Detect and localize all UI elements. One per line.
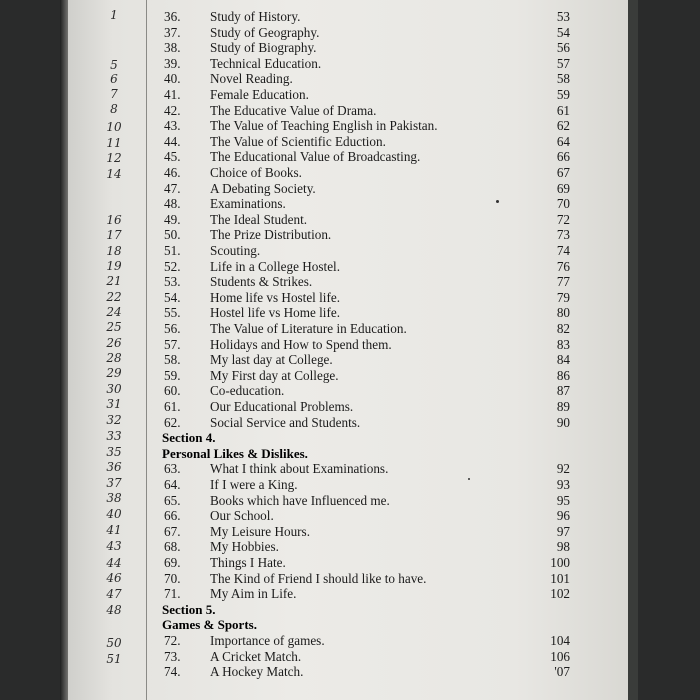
toc-entry <box>0 415 700 431</box>
entry-page: 73 <box>556 227 570 243</box>
margin-number: 17 <box>106 228 122 242</box>
entry-title: Home life vs Hostel life. <box>210 289 341 305</box>
entry-title: My last day at College. <box>210 352 333 368</box>
entry-number: 43. <box>164 118 181 134</box>
entry-number: 53. <box>164 274 181 290</box>
entry-title: Novel Reading. <box>210 71 293 87</box>
entry-title: The Prize Distribution. <box>210 227 332 243</box>
entry-page: 59 <box>556 87 570 102</box>
toc-entry <box>0 399 700 415</box>
ink-speck <box>496 200 499 203</box>
entry-title: If I were a King. <box>210 477 298 492</box>
entry-page: 90 <box>556 414 570 430</box>
toc-entry <box>0 352 700 368</box>
margin-number: 11 <box>106 136 122 150</box>
toc-entry <box>0 290 700 306</box>
entry-number: 38. <box>164 40 181 56</box>
entry-page: 97 <box>556 523 570 539</box>
toc-entry <box>0 196 700 212</box>
entry-page: 61 <box>556 102 570 118</box>
toc-entry <box>0 40 700 56</box>
toc-entry <box>0 212 700 228</box>
margin-number: 25 <box>106 320 122 334</box>
entry-page: 84 <box>556 352 570 368</box>
entry-title: Co-education. <box>210 383 285 399</box>
entry-number: 70. <box>164 570 181 586</box>
toc-entry <box>0 87 700 103</box>
entry-title: Importance of games. <box>210 633 325 648</box>
entry-page: 100 <box>550 555 570 570</box>
toc-entry <box>0 649 700 665</box>
entry-number: 57. <box>164 336 181 352</box>
section-heading: Section 5. <box>162 601 216 617</box>
toc-entry <box>0 461 700 477</box>
entry-title: The Educative Value of Drama. <box>210 102 377 118</box>
entry-title: A Hockey Match. <box>210 664 304 680</box>
toc-entry <box>0 571 700 587</box>
margin-number: 28 <box>106 351 122 365</box>
toc-entry <box>0 274 700 290</box>
entry-number: 69. <box>164 555 181 570</box>
margin-number: 26 <box>106 336 122 350</box>
entry-number: 47. <box>164 180 181 196</box>
margin-number: 22 <box>106 290 122 304</box>
entry-title: Choice of Books. <box>210 165 302 180</box>
margin-number: 31 <box>106 397 122 411</box>
entry-number: 55. <box>164 305 181 321</box>
toc-entry <box>0 71 700 87</box>
entry-title: A Cricket Match. <box>210 648 302 664</box>
entry-number: 56. <box>164 321 181 336</box>
entry-title: The Educational Value of Broadcasting. <box>210 149 421 165</box>
margin-number: 24 <box>106 305 122 319</box>
entry-page: 102 <box>550 586 570 602</box>
entry-number: 58. <box>164 352 181 368</box>
margin-number: 50 <box>106 636 122 650</box>
toc-entry <box>0 664 700 680</box>
entry-title: Study of Biography. <box>210 40 317 56</box>
entry-number: 50. <box>164 227 181 243</box>
margin-number: 40 <box>106 507 122 521</box>
entry-number: 68. <box>164 539 181 555</box>
entry-page: 57 <box>556 55 570 71</box>
margin-number: 29 <box>106 366 122 380</box>
toc-entry <box>0 181 700 197</box>
entry-number: 66. <box>164 508 181 524</box>
entry-page: 106 <box>550 648 570 664</box>
margin-number: 36 <box>106 460 122 474</box>
entry-title: The Kind of Friend I should like to have. <box>210 570 427 586</box>
entry-page: 96 <box>556 508 570 524</box>
toc-entry <box>0 56 700 72</box>
entry-page: 64 <box>556 133 570 149</box>
entry-title: Books which have Influenced me. <box>210 492 390 508</box>
toc-entry <box>0 337 700 353</box>
entry-title: The Value of Teaching English in Pakistan. <box>210 118 438 134</box>
entry-page: 70 <box>556 196 570 212</box>
toc-entry <box>0 633 700 649</box>
margin-number: 16 <box>106 213 122 227</box>
entry-number: 61. <box>164 399 181 414</box>
entry-title: My Hobbies. <box>210 539 279 555</box>
margin-number: 14 <box>106 167 122 181</box>
margin-number: 51 <box>106 652 122 666</box>
entry-page: 66 <box>556 149 570 165</box>
entry-page: 67 <box>556 165 570 180</box>
entry-number: 37. <box>164 24 181 40</box>
entry-page: '07 <box>554 664 570 680</box>
toc-entry <box>0 524 700 540</box>
margin-number: 47 <box>106 587 122 601</box>
entry-number: 62. <box>164 414 181 430</box>
entry-number: 74. <box>164 664 181 680</box>
entry-page: 87 <box>556 383 570 399</box>
entry-page: 72 <box>556 211 570 227</box>
section-subtitle: Personal Likes & Dislikes. <box>162 445 308 461</box>
margin-number: 38 <box>106 491 122 505</box>
entry-number: 51. <box>164 243 181 258</box>
entry-title: The Value of Scientific Eduction. <box>210 133 386 149</box>
entry-title: The Ideal Student. <box>210 211 308 227</box>
entry-number: 52. <box>164 258 181 274</box>
margin-number: 21 <box>106 274 122 288</box>
margin-number: 30 <box>106 382 122 396</box>
margin-number: 35 <box>106 445 122 459</box>
toc-entry <box>0 227 700 243</box>
entry-page: 101 <box>550 570 570 586</box>
toc-entry <box>0 493 700 509</box>
entry-page: 58 <box>556 71 570 87</box>
entry-number: 40. <box>164 71 181 87</box>
entry-page: 83 <box>556 336 570 352</box>
entry-page: 62 <box>556 118 570 134</box>
entry-title: What I think about Examinations. <box>210 461 389 477</box>
entry-title: Examinations. <box>210 196 286 212</box>
margin-number: 10 <box>106 120 122 134</box>
toc-entry <box>0 321 700 337</box>
entry-number: 48. <box>164 196 181 212</box>
entry-page: 95 <box>556 492 570 508</box>
entry-title: A Debating Society. <box>210 180 316 196</box>
margin-number: 41 <box>106 523 122 537</box>
entry-page: 54 <box>556 24 570 40</box>
toc-entry <box>0 368 700 384</box>
entry-page: 92 <box>556 461 570 477</box>
toc-entry <box>0 539 700 555</box>
entry-page: 104 <box>550 633 570 648</box>
entry-number: 73. <box>164 648 181 664</box>
entry-title: Hostel life vs Home life. <box>210 305 341 321</box>
entry-title: Study of Geography. <box>210 24 320 40</box>
entry-title: Our School. <box>210 508 274 524</box>
margin-number: 44 <box>106 556 122 570</box>
entry-number: 41. <box>164 87 181 102</box>
entry-page: 89 <box>556 399 570 414</box>
toc-entry <box>0 259 700 275</box>
entry-number: 36. <box>164 9 181 24</box>
margin-number: 7 <box>110 87 118 101</box>
entry-page: 77 <box>556 274 570 290</box>
margin-number: 12 <box>106 151 122 165</box>
entry-page: 93 <box>556 477 570 492</box>
entry-number: 45. <box>164 149 181 165</box>
entry-page: 86 <box>556 367 570 383</box>
toc-entry <box>0 305 700 321</box>
entry-title: Our Educational Problems. <box>210 399 354 414</box>
toc-entry <box>0 149 700 165</box>
entry-number: 65. <box>164 492 181 508</box>
toc-entry <box>0 165 700 181</box>
entry-page: 80 <box>556 305 570 321</box>
margin-number: 32 <box>106 413 122 427</box>
entry-page: 76 <box>556 258 570 274</box>
entry-number: 54. <box>164 289 181 305</box>
entry-title: My Leisure Hours. <box>210 523 310 539</box>
entry-title: Life in a College Hostel. <box>210 258 341 274</box>
entry-number: 42. <box>164 102 181 118</box>
toc-entry <box>0 383 700 399</box>
entry-title: My First day at College. <box>210 367 339 383</box>
entry-title: Technical Education. <box>210 55 322 71</box>
toc-entry <box>0 103 700 119</box>
margin-number: 18 <box>106 244 122 258</box>
entry-number: 60. <box>164 383 181 399</box>
toc-entry <box>0 477 700 493</box>
entry-number: 67. <box>164 523 181 539</box>
toc-entry <box>0 9 700 25</box>
toc-entry <box>0 508 700 524</box>
entry-title: Holidays and How to Spend them. <box>210 336 392 352</box>
section-heading: Section 4. <box>162 430 216 446</box>
entry-page: 98 <box>556 539 570 555</box>
entry-page: 53 <box>556 9 570 24</box>
entry-page: 74 <box>556 243 570 258</box>
entry-title: Female Education. <box>210 87 309 102</box>
entry-title: The Value of Literature in Education. <box>210 321 407 336</box>
entry-page: 82 <box>556 321 570 336</box>
entry-title: Study of History. <box>210 9 301 24</box>
entry-page: 56 <box>556 40 570 56</box>
entry-number: 46. <box>164 165 181 180</box>
entry-number: 59. <box>164 367 181 383</box>
toc-entry <box>0 134 700 150</box>
entry-page: 79 <box>556 289 570 305</box>
entry-title: Social Service and Students. <box>210 414 361 430</box>
toc-entry <box>0 586 700 602</box>
entry-number: 49. <box>164 211 181 227</box>
margin-number: 1 <box>110 8 118 22</box>
toc-entry <box>0 25 700 41</box>
margin-number: 43 <box>106 539 122 553</box>
margin-number: 19 <box>106 259 122 273</box>
entry-number: 39. <box>164 55 181 71</box>
toc-entry <box>0 118 700 134</box>
toc-entry <box>0 555 700 571</box>
margin-number: 46 <box>106 571 122 585</box>
entry-title: Scouting. <box>210 243 261 258</box>
margin-number: 8 <box>110 102 118 116</box>
entry-number: 63. <box>164 461 181 477</box>
margin-number: 33 <box>106 429 122 443</box>
margin-number: 37 <box>106 476 122 490</box>
margin-number: 5 <box>110 58 118 72</box>
section-subtitle: Games & Sports. <box>162 617 257 633</box>
entry-page: 69 <box>556 180 570 196</box>
ink-speck <box>468 478 470 480</box>
entry-number: 72. <box>164 633 181 648</box>
margin-number: 48 <box>106 603 122 617</box>
toc-entry <box>0 243 700 259</box>
entry-number: 71. <box>164 586 181 602</box>
entry-number: 44. <box>164 133 181 149</box>
entry-title: Things I Hate. <box>210 555 286 570</box>
margin-number: 6 <box>110 72 118 86</box>
entry-title: My Aim in Life. <box>210 586 297 602</box>
entry-title: Students & Strikes. <box>210 274 313 290</box>
entry-number: 64. <box>164 477 181 492</box>
